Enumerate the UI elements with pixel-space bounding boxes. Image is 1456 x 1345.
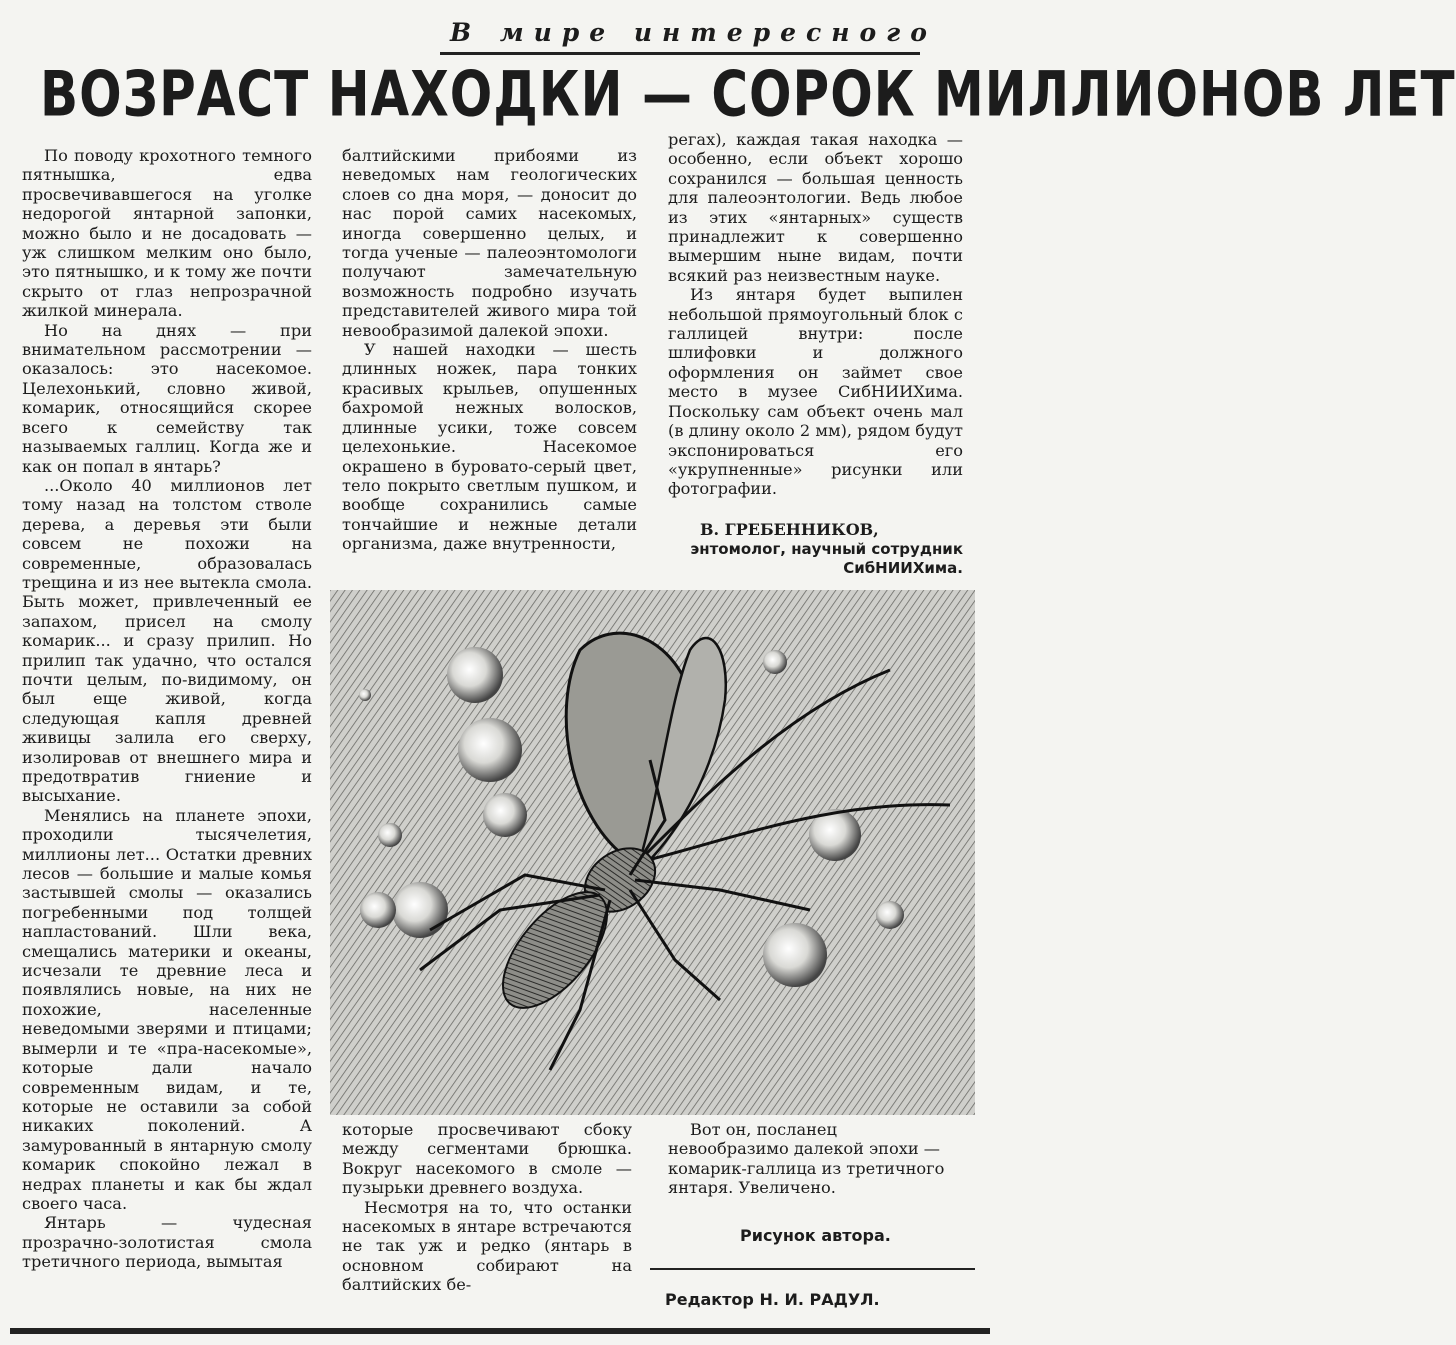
air-bubble [763, 923, 827, 987]
headline: ВОЗРАСТ НАХОДКИ — СОРОК МИЛЛИОНОВ ЛЕТ [40, 58, 1456, 131]
air-bubble [876, 901, 904, 929]
illustration-credit: Рисунок автора. [740, 1226, 891, 1245]
air-bubble [392, 882, 448, 938]
air-bubble [359, 689, 371, 701]
rubric: В мире интересного [450, 18, 937, 47]
air-bubble [360, 892, 396, 928]
air-bubble [763, 650, 787, 674]
paragraph: По поводу крохотного темного пятнышка, едва просвечивавшегося на уголке недорогой янтарной запонки, можно было и не досадовать — уж слишком мелким оно было, это пятнышко, и к тому же почти скрыто от глаз непрозрачной жилкой минерала. [22, 146, 312, 321]
air-bubble [458, 718, 522, 782]
editor-divider [650, 1268, 975, 1270]
caption-text: Вот он, посланец невообразимо далекой эпохи — комарик-галлица из третичного янтаря. Увеличено. [668, 1120, 945, 1198]
paragraph: Из янтаря будет выпилен небольшой прямоугольный блок с галлицей внутри: после шлифовки и должного оформления он займет свое место в музее СибНИИХима. Поскольку сам объект очень мал (в длину около 2 мм), рядом будут экспонироваться его «укрупненные» рисунки или фотографии. [668, 285, 963, 499]
air-bubble [483, 793, 527, 837]
article-column-2-continued [342, 1120, 632, 1320]
paragraph: Но на днях — при внимательном рассмотрении — оказалось: это насекомое. Целехонький, словно живой, комарик, относящийся скорее всего к семейству так называемых галлиц. Когда же и как он попал в янтарь? [22, 320, 312, 476]
rubric-underline [440, 52, 920, 55]
paragraph: Янтарь — чудесная прозрачно-золотистая смола третичного периода, вымытая [22, 1213, 312, 1272]
paragraph: ...Около 40 миллионов лет тому назад на толстом стволе дерева, а деревья эти были совсем не похожи на современные, образовалась трещина и из нее вытекла смола. Быть может, привлеченный ее запахом, присел на смолу комарик... и сразу прилип. Но прилип так удачно, что остался почти целым, по-видимому, он был еще живой, когда следующая капля древней живицы залила его сверху, изолировав от внешнего мира и предотвратив гниение и высыхание. [22, 475, 312, 806]
gall-midge-illustration [330, 590, 975, 1115]
author-role: энтомолог, научный сотрудник СибНИИХима. [690, 540, 963, 577]
illustration-caption [668, 1120, 958, 1220]
air-bubble [378, 823, 402, 847]
author-name: В. ГРЕБЕННИКОВ, [700, 520, 879, 539]
article-column-1 [22, 146, 312, 1321]
paragraph: балтийскими прибоями из неведомых нам геологических слоев со дна моря, — доносит до нас порой самих насекомых, иногда совершенно целых, и тогда ученые — палеоэнтомологи получают замечательную возможность подробно изучать представителей живого мира той невообразимой далекой эпохи. [342, 146, 637, 340]
article-column-2 [342, 146, 637, 586]
air-bubble [447, 647, 503, 703]
article-column-3 [668, 130, 963, 530]
bottom-rule [10, 1328, 990, 1334]
paragraph: Несмотря на то, что останки насекомых в янтаре встречаются не так уж и редко (янтарь в основном собирают на балтийских бе- [342, 1197, 632, 1295]
paragraph: которые просвечивают сбоку между сегментами брюшка. Вокруг насекомого в смоле — пузырьки древнего воздуха. [342, 1120, 632, 1198]
paragraph: регах), каждая такая находка — особенно, если объект хорошо сохранился — большая ценность для палеоэнтологии. Ведь любое из этих «янтарных» существ принадлежит к совершенно вымершим ныне видам, почти всякий раз неизвестным науке. [668, 130, 963, 285]
editor-credit: Редактор Н. И. РАДУЛ. [665, 1290, 880, 1309]
paragraph: Менялись на планете эпохи, проходили тысячелетия, миллионы лет... Остатки древних лесов — большие и малые комья застывшей смолы — оказались погребенными под толщей напластований. Шли века, смещались материки и океаны, исчезали те древние леса и появлялись новые, на них не похожие, населенные неведомыми зверями и птицами; вымерли и те «пра-насекомые», которые дали начало современным видам, и те, которые не оставили за собой никаких поколений. А замурованный в янтарную смолу комарик спокойно лежал в недрах планеты и как бы ждал своего часа. [22, 805, 312, 1213]
paragraph: У нашей находки — шесть длинных ножек, пара тонких красивых крыльев, опушенных бахромой нежных волосков, длинные усики, тоже совсем целехонькие. Насекомое окрашено в буровато-серый цвет, тело покрыто светлым пушком, и вообще сохранились самые тончайшие и нежные детали организма, даже внутренности, [342, 340, 637, 554]
